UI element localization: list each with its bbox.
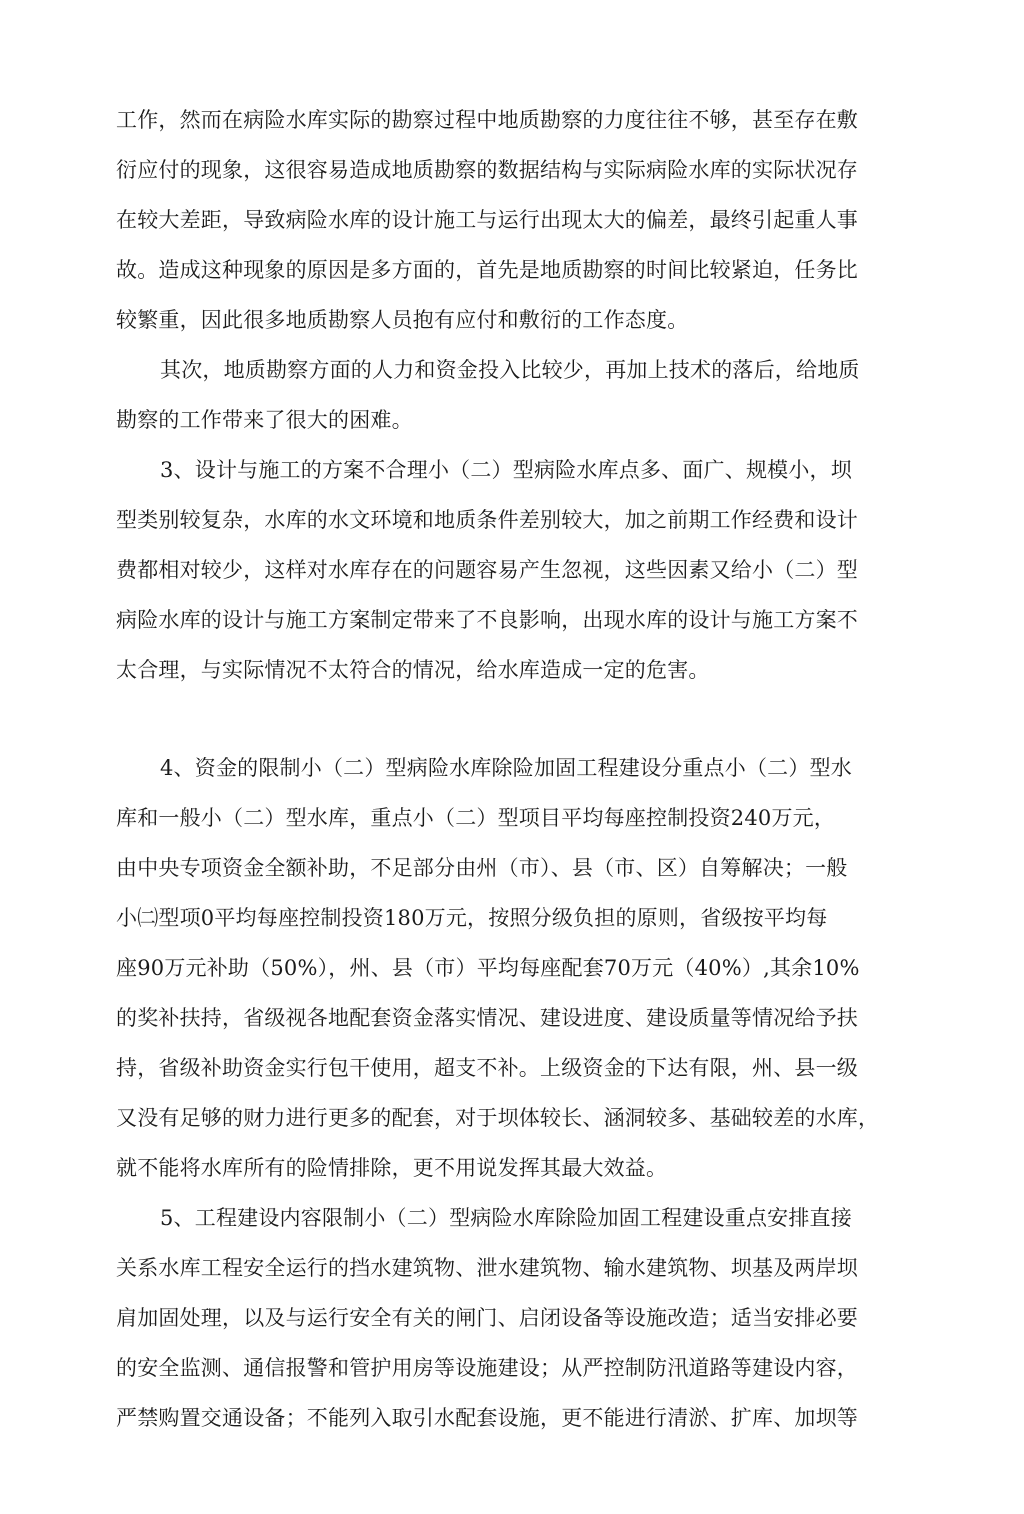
text-line: 的奖补扶持，省级视各地配套资金落实情况、建设进度、建设质量等情况给予扶 [116,1006,858,1030]
text-line: 由中央专项资金全额补助，不足部分由州（市）、县（市、区）自筹解决；一般 [116,856,848,880]
text-line: 肩加固处理，以及与运行安全有关的闸门、启闭设备等设施改造；适当安排必要 [116,1306,858,1330]
text-line: 又没有足够的财力进行更多的配套，对于坝体较长、涵洞较多、基础较差的水库， [116,1106,880,1130]
text-line: 4、资金的限制小（二）型病险水库除险加固工程建设分重点小（二）型水 [160,756,852,780]
text-line: 在较大差距，导致病险水库的设计施工与运行出现太大的偏差，最终引起重人事 [116,208,858,232]
text-line: 的安全监测、通信报警和管护用房等设施建设；从严控制防汛道路等建设内容， [116,1356,858,1380]
text-line: 故。造成这种现象的原因是多方面的，首先是地质勘察的时间比较紧迫，任务比 [116,258,858,282]
text-line: 关系水库工程安全运行的挡水建筑物、泄水建筑物、输水建筑物、坝基及两岸坝 [116,1256,858,1280]
text-line: 小㈡型项0平均每座控制投资180万元，按照分级负担的原则，省级按平均每 [116,906,828,930]
text-line: 衍应付的现象，这很容易造成地质勘察的数据结构与实际病险水库的实际状况存 [116,158,858,182]
text-line: 病险水库的设计与施工方案制定带来了不良影响，出现水库的设计与施工方案不 [116,608,858,632]
text-line: 3、设计与施工的方案不合理小（二）型病险水库点多、面广、规模小，坝 [160,458,852,482]
text-line: 费都相对较少，这样对水库存在的问题容易产生忽视，这些因素又给小（二）型 [116,558,858,582]
text-line: 型类别较复杂，水库的水文环境和地质条件差别较大，加之前期工作经费和设计 [116,508,858,532]
text-line: 持，省级补助资金实行包干使用，超支不补。上级资金的下达有限，州、县一级 [116,1056,858,1080]
text-line: 座90万元补助（50%），州、县（市）平均每座配套70万元（40%）,其余10% [116,956,860,980]
text-line: 5、工程建设内容限制小（二）型病险水库除险加固工程建设重点安排直接 [160,1206,852,1230]
text-line: 库和一般小（二）型水库，重点小（二）型项目平均每座控制投资240万元， [116,806,836,830]
text-line: 太合理，与实际情况不太符合的情况，给水库造成一定的危害。 [116,658,710,682]
text-line: 较繁重，因此很多地质勘察人员抱有应付和敷衍的工作态度。 [116,308,689,332]
text-line: 就不能将水库所有的险情排除，更不用说发挥其最大效益。 [116,1156,668,1180]
text-line: 严禁购置交通设备；不能列入取引水配套设施，更不能进行清淤、扩库、加坝等 [116,1406,858,1430]
text-line: 其次，地质勘察方面的人力和资金投入比较少，再加上技术的落后，给地质 [160,358,860,382]
text-line: 工作，然而在病险水库实际的勘察过程中地质勘察的力度往往不够，甚至存在敷 [116,108,858,132]
text-line: 勘察的工作带来了很大的困难。 [116,408,413,432]
